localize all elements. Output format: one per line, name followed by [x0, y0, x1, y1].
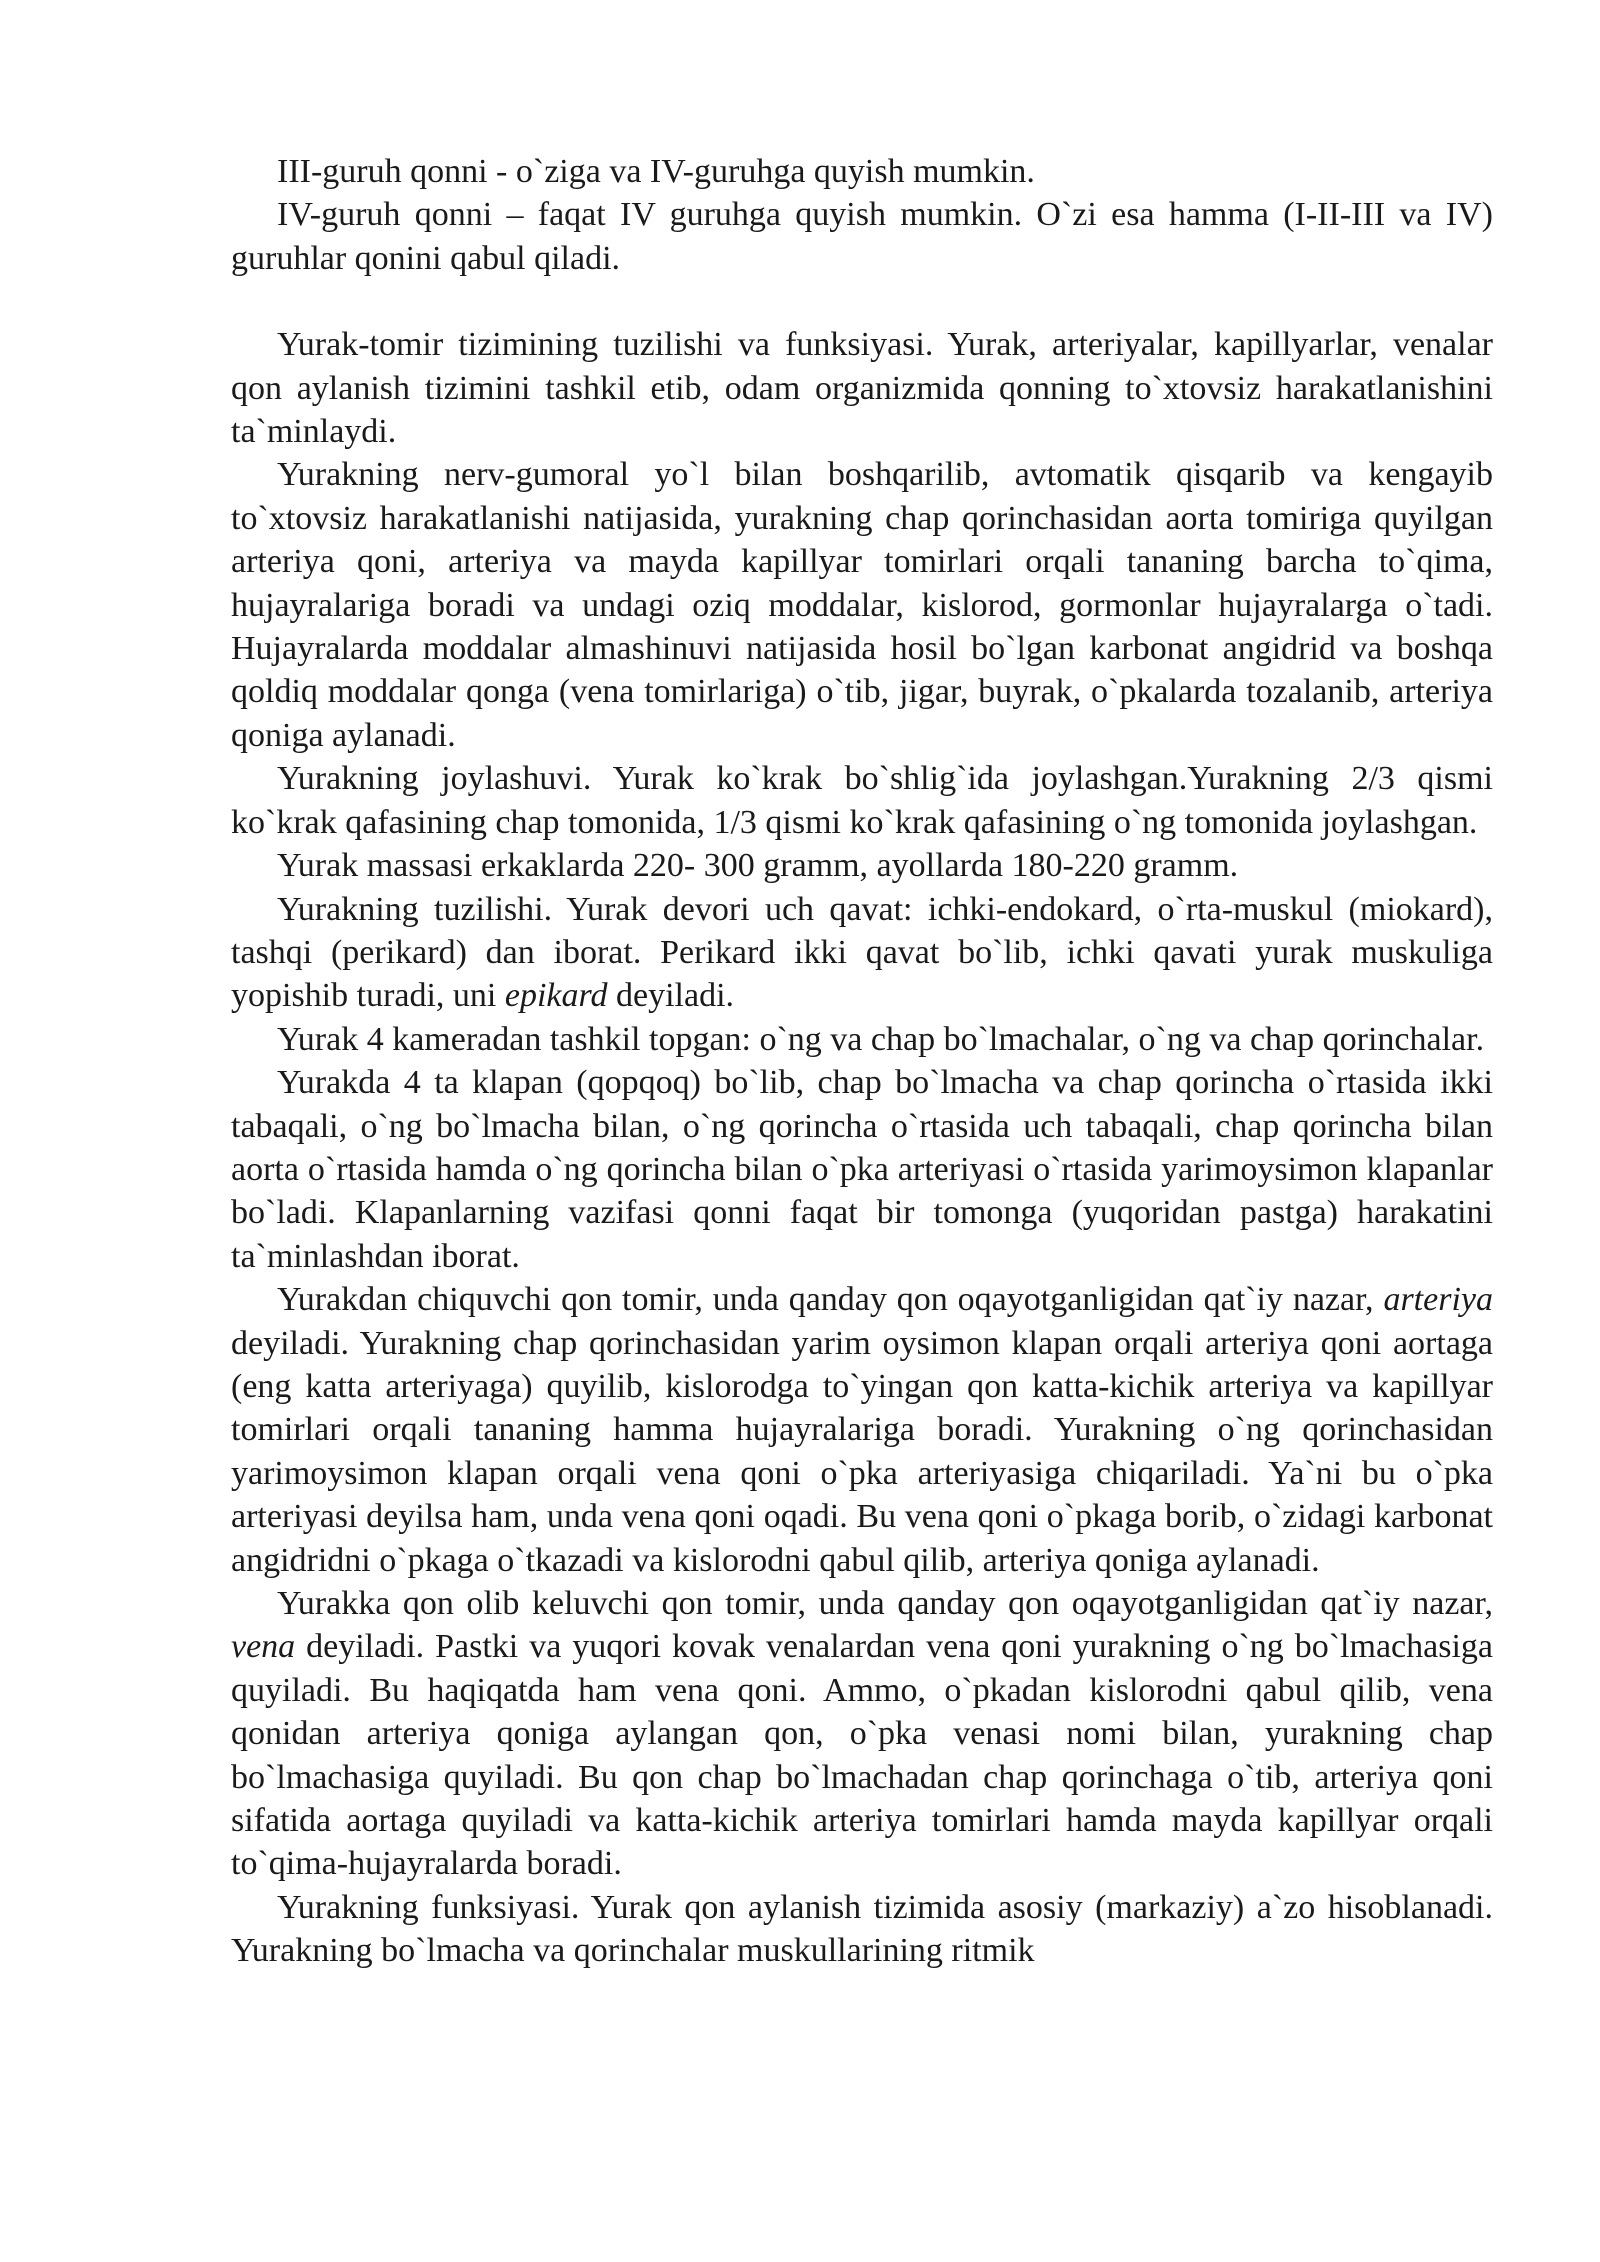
- italic-term: arteriya: [1383, 1281, 1493, 1319]
- paragraph-text: IV-guruh qonni – faqat IV guruhga quyish mumkin. O`zi esa hamma (I-II-III va IV) guruhlar qonini qabul qiladi.: [231, 196, 1493, 277]
- paragraph-text: Yurak 4 kameradan tashkil topgan: o`ng va chap bo`lmachalar, o`ng va chap qorinchalar.: [277, 1020, 1485, 1058]
- italic-term: vena: [231, 1628, 296, 1666]
- italic-term: epikard: [504, 977, 608, 1015]
- paragraph-text: Yurakning nerv-gumoral yo`l bilan boshqarilib, avtomatik qisqarib va kengayib to`xtovsiz harakatlanishi natijasida, yurakning chap qorinchasidan aorta tomiriga quyilgan arteriya qoni, arteriya va mayda kapillyar tomirlari orqali tananing barcha to`qima, hujayralariga boradi va undagi oziq moddalar, kislorod, gormonlar hujayralarga o`tadi. Hujayralarda moddalar almashinuvi natijasida hosil bo`lgan karbonat angidrid va boshqa qoldiq moddalar qonga (vena tomirlariga) o`tib, jigar, buyrak, o`pkalarda tozalanib, arteriya qoniga aylanadi.: [231, 456, 1493, 754]
- paragraph: [231, 888, 1493, 1018]
- paragraph-text: III-guruh qonni - o`ziga va IV-guruhga quyish mumkin.: [277, 153, 1035, 190]
- paragraph: [231, 1278, 1493, 1582]
- paragraph: [231, 844, 1493, 887]
- paragraph-text: deyiladi. Pastki va yuqori kovak venalardan vena qoni yurakning o`ng bo`lmachasiga quyiladi. Bu haqiqatda ham vena qoni. Ammo, o`pkadan kislorodni qabul qilib, vena qonidan arteriya qoniga aylangan qon, o`pka venasi nomi bilan, yurakning chap bo`lmachasiga quyiladi. Bu qon chap bo`lmachadan chap qorinchaga o`tib, arteriya qoni sifatida aortaga quyiladi va katta-kichik arteriya tomirlari hamda mayda kapillyar orqali to`qima-hujayralarda boradi.: [231, 1628, 1493, 1883]
- paragraph-text: Yurakning tuzilishi. Yurak devori uch qavat: ichki-endokard, o`rta-muskul (miokard), tashqi (perikard) dan iborat. Perikard ikki qavat bo`lib, ichki qavati yurak muskuliga yopishib turadi, uni: [231, 890, 1493, 1015]
- paragraph-text: Yurak massasi erkaklarda 220- 300 gramm, ayollarda 180-220 gramm.: [277, 847, 1239, 885]
- paragraph-text: deyiladi. Yurakning chap qorinchasidan yarim oysimon klapan orqali arteriya qoni aortaga (eng katta arteriyaga) quyilib, kislorodga to`yingan qon katta-kichik arteriya va kapillyar tomirlari orqali tananing hamma hujayralariga boradi. Yurakning o`ng qorinchasidan yarimoysimon klapan orqali vena qoni o`pka arteriyasiga chiqariladi. Ya`ni bu o`pka arteriyasi deyilsa ham, unda vena qoni oqadi. Bu vena qoni o`pkaga borib, o`zidagi karbonat angidridni o`pkaga o`tkazadi va kislorodni qabul qilib, arteriya qoniga aylanadi.: [231, 1324, 1493, 1579]
- paragraph-text: Yurakda 4 ta klapan (qopqoq) bo`lib, chap bo`lmacha va chap qorincha o`rtasida ikki tabaqali, o`ng bo`lmacha bilan, o`ng qorincha o`rtasida uch tabaqali, chap qorincha bilan aorta o`rtasida hamda o`ng qorincha bilan o`pka arteriyasi o`rtasida yarimoysimon klapanlar bo`ladi. Klapanlarning vazifasi qonni faqat bir tomonga (yuqoridan pastga) harakatini ta`minlashdan iborat.: [231, 1064, 1493, 1275]
- paragraph: [231, 1886, 1493, 1973]
- paragraph-text: Yurakka qon olib keluvchi qon tomir, unda qanday qon oqayotganligidan qat`iy nazar,: [277, 1585, 1493, 1622]
- paragraph: [231, 323, 1493, 453]
- paragraph-text: Yurak-tomir tizimining tuzilishi va funksiyasi. Yurak, arteriyalar, kapillyarlar, venalar qon aylanish tizimini tashkil etib, odam organizmida qonning to`xtovsiz harakatlanishini ta`minlaydi.: [231, 326, 1493, 451]
- paragraph: [231, 1018, 1493, 1061]
- paragraph-text: Yurakning funksiyasi. Yurak qon aylanish tizimida asosiy (markaziy) a`zo hisoblanadi. Yurakning bo`lmacha va qorinchalar muskullarining ritmik: [231, 1888, 1493, 1970]
- paragraph: [231, 1061, 1493, 1278]
- paragraph-text: Yurakning joylashuvi. Yurak ko`krak bo`shlig`ida joylashgan.Yurakning 2/3 qismi ko`krak qafasining chap tomonida, 1/3 qismi ko`krak qafasining o`ng tomonida joylashgan.: [231, 760, 1493, 841]
- paragraph: [231, 453, 1493, 757]
- document-page: [231, 150, 1493, 1973]
- paragraph: [231, 193, 1493, 280]
- paragraph-text: Yurakdan chiquvchi qon tomir, unda qanday qon oqayotganligidan qat`iy nazar,: [277, 1281, 1384, 1319]
- paragraph: [231, 150, 1493, 193]
- paragraph: [231, 1582, 1493, 1886]
- paragraph: [231, 757, 1493, 844]
- paragraph-text: deyiladi.: [607, 977, 735, 1015]
